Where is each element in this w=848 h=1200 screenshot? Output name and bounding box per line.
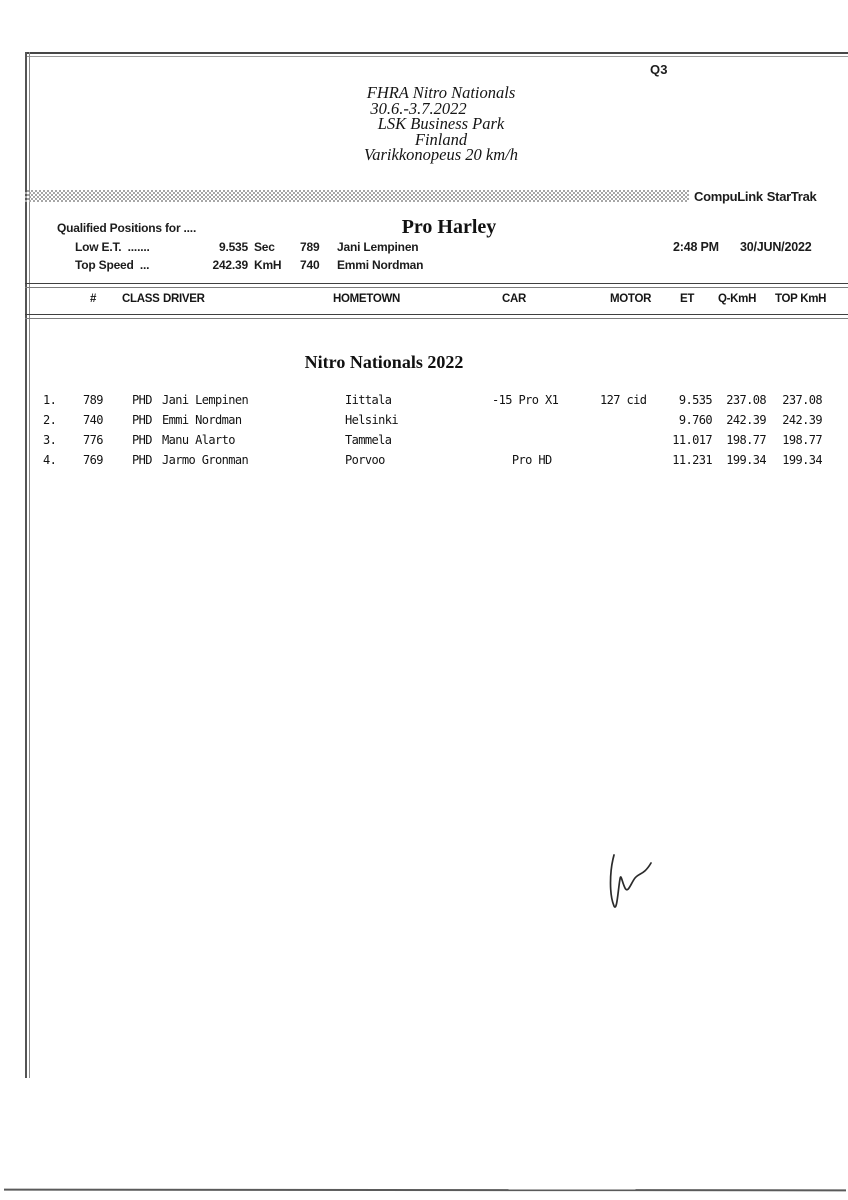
cell-pos: 1.: [43, 393, 57, 407]
cell-et: 11.231: [672, 453, 712, 467]
cell-qkmh: 198.77: [726, 433, 766, 447]
cell-num: 769: [83, 453, 103, 467]
qualified-positions-label: Qualified Positions for ....: [57, 221, 197, 235]
category-title: Pro Harley: [401, 216, 497, 238]
page-border-left-shadow: [29, 52, 30, 1078]
event-country: Finland: [414, 129, 468, 149]
top-speed-line: [0, 258, 848, 273]
column-header-hometown: HOMETOWN: [333, 293, 401, 305]
cell-topkmh: 199.34: [782, 453, 822, 467]
cell-topkmh: 242.39: [782, 413, 822, 427]
cell-car: Pro HD: [492, 453, 552, 467]
cell-class: PHD: [132, 453, 152, 467]
column-header-motor: MOTOR: [610, 293, 652, 305]
event-name: FHRA Nitro Nationals: [366, 83, 516, 102]
table-row: [0, 430, 848, 450]
low-et-label: Low E.T. .......: [75, 240, 150, 254]
print-time: 2:48 PM: [673, 240, 719, 254]
cell-pos: 4.: [43, 453, 57, 467]
table-row: [0, 410, 848, 430]
event-venue: LSK Business Park: [377, 114, 505, 133]
event-header: [141, 85, 741, 163]
top-speed-holder: Emmi Nordman: [337, 258, 424, 272]
table-row: [0, 450, 848, 470]
column-header-et: ET: [680, 293, 695, 305]
cell-class: PHD: [132, 433, 152, 447]
column-header-class: CLASS: [122, 293, 160, 305]
cell-qkmh: 237.08: [726, 393, 766, 407]
column-header-topkmh: TOP KmH: [775, 293, 827, 305]
cell-driver: Jarmo Gronman: [162, 453, 249, 467]
separator-dither-band: [25, 190, 689, 202]
top-speed-label: Top Speed ...: [75, 258, 150, 272]
compulink-label: CompuLink: [694, 189, 763, 204]
cell-car: -15 Pro X1: [492, 393, 559, 407]
event-dates: 30.6.-3.7.2022: [370, 98, 467, 118]
cell-driver: Jani Lempinen: [162, 393, 249, 407]
cell-driver: Emmi Nordman: [162, 413, 242, 427]
cell-et: 11.017: [672, 433, 712, 447]
cell-motor: 127 cid: [600, 393, 647, 407]
low-et-value: 9.535: [218, 240, 248, 254]
cell-topkmh: 237.08: [782, 393, 822, 407]
header-rule-bottom-dark: [25, 314, 848, 315]
signature-scribble: [596, 846, 662, 916]
top-speed-unit: KmH: [254, 258, 282, 272]
results-column-headers: [0, 293, 848, 309]
cell-hometown: Porvoo: [345, 453, 385, 467]
cell-et: 9.535: [678, 393, 712, 407]
header-rule-top-light: [25, 287, 848, 288]
column-header-qkmh: Q-KmH: [718, 293, 757, 305]
page-border-top-shadow: [25, 56, 848, 57]
cell-num: 740: [83, 413, 103, 427]
cell-class: PHD: [132, 413, 152, 427]
cell-hometown: Iittala: [345, 393, 392, 407]
event-pit-speed-note: Varikkonopeus 20 km/h: [364, 145, 518, 164]
cell-pos: 2.: [43, 413, 57, 427]
print-date: 30/JUN/2022: [740, 240, 812, 254]
cell-et: 9.760: [678, 413, 712, 427]
column-header-driver: DRIVER: [163, 293, 205, 305]
results-rows: [0, 390, 848, 470]
page-border-left: [25, 52, 27, 1078]
timing-system-brand: [690, 189, 815, 204]
cell-num: 776: [83, 433, 103, 447]
low-et-unit: Sec: [254, 240, 275, 254]
top-speed-car-number: 740: [300, 258, 320, 272]
top-speed-value: 242.39: [212, 258, 248, 272]
low-et-car-number: 789: [300, 240, 320, 254]
round-label: Q3: [650, 62, 668, 77]
cell-driver: Manu Alarto: [162, 433, 235, 447]
print-timestamp: [673, 240, 833, 255]
startrak-label: StarTrak: [766, 189, 817, 204]
column-header-number: #: [90, 293, 97, 305]
results-title: Nitro Nationals 2022: [304, 352, 464, 372]
column-header-car: CAR: [502, 293, 527, 305]
cell-qkmh: 242.39: [726, 413, 766, 427]
cell-hometown: Helsinki: [345, 413, 398, 427]
cell-pos: 3.: [43, 433, 57, 447]
cell-num: 789: [83, 393, 103, 407]
scan-edge-line: [4, 1189, 846, 1191]
cell-hometown: Tammela: [345, 433, 392, 447]
header-rule-top-dark: [25, 283, 848, 284]
page-border-top: [25, 52, 848, 54]
header-rule-bottom-light: [25, 318, 848, 319]
table-row: [0, 390, 848, 410]
cell-qkmh: 199.34: [726, 453, 766, 467]
cell-class: PHD: [132, 393, 152, 407]
cell-topkmh: 198.77: [782, 433, 822, 447]
low-et-holder: Jani Lempinen: [337, 240, 419, 254]
